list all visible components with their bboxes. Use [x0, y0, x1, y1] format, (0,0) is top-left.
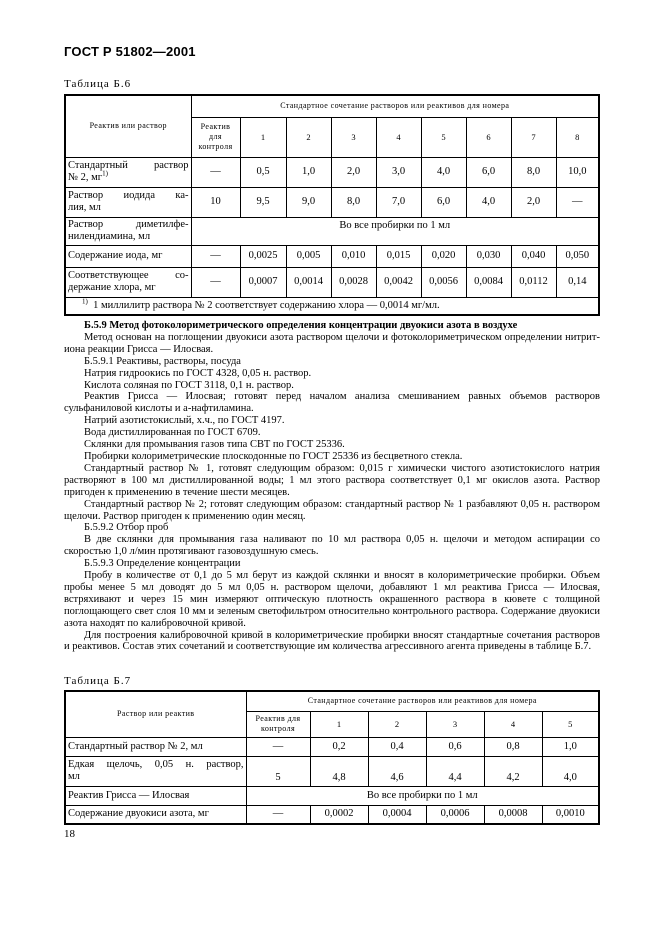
table-row: [65, 805, 599, 824]
subsection-heading: Б.5.9.2 Отбор проб: [84, 522, 169, 534]
row-label: Стандартный раствор № 2, мл: [65, 737, 246, 756]
table-b6-num: 7: [511, 117, 556, 157]
footnote-text: 1 миллилитр раствора № 2 соответствует содержанию хлора — 0,0014 мг/мл.: [93, 299, 440, 311]
paragraph: Для построения калибровочной кривой в колориметрические пробирки вносят стандартные сочетания растворов и реактивов. Состав этих сочетаний и соответствующие им количества агрессивного агента приведены в таблице Б.7.: [64, 629, 600, 653]
value-cell: 3,0: [376, 157, 421, 187]
value-cell: 0,2: [310, 737, 368, 756]
row-label-line: держание хлора, мг: [68, 282, 156, 293]
row-label: [65, 187, 191, 217]
value-cell: 0,0007: [240, 267, 286, 297]
footnote-mark: 1): [82, 297, 88, 306]
paragraph: Натрия гидроокись по ГОСТ 4328, 0,05 н. раствор.: [84, 367, 312, 379]
value-cell: 0,0010: [542, 805, 599, 824]
value-cell: 0,010: [331, 245, 376, 267]
paragraph: Пробу в количестве от 0,1 до 5 мл берут из каждой склянки и вносят в колориметрические пробирки. Объем пробы менее 5 мл доводят до 5 мл 0,05 н. раствором щелочи, добавляют 1 мл реактива Грисса — Илосвая, встряхивают и через 15 мин измеряют оптическую плотность окрашенного раствора в кювете с толщиной поглощающего свет слоя 10 мм и зеленым светофильтром относительно контрольного раствора. Содержание двуокиси азота находят по калибровочной кривой.: [64, 570, 600, 629]
value-cell: 0,0006: [426, 805, 484, 824]
row-label: [65, 157, 191, 187]
row-label-line: лия, мл: [68, 202, 101, 213]
value-cell: 4,0: [421, 157, 466, 187]
table-b6-num: 2: [286, 117, 331, 157]
value-cell: 4,2: [484, 756, 542, 786]
row-label: [65, 267, 191, 297]
section-b-5-9: [64, 320, 600, 653]
table-b7-control-head: Реактив для контроля: [246, 711, 310, 737]
row-label: Содержание двуокиси азота, мг: [65, 805, 246, 824]
value-cell: 8,0: [331, 187, 376, 217]
table-b7-num: 3: [426, 711, 484, 737]
paragraph: Стандартный раствор № 2; готовят следующим образом: стандартный раствор № 1 разбавляют 0,05 н. раствором щелочи. Раствор пригоден к применению один месяц.: [64, 498, 600, 522]
value-cell: 4,6: [368, 756, 426, 786]
table-b6-num: 4: [376, 117, 421, 157]
value-cell: 4,4: [426, 756, 484, 786]
table-b7-caption: Таблица Б.7: [64, 675, 132, 687]
value-cell: 0,0042: [376, 267, 421, 297]
paragraph: Вода дистиллированная по ГОСТ 6709.: [84, 427, 261, 439]
value-cell: 0,8: [484, 737, 542, 756]
value-cell: 10,0: [556, 157, 599, 187]
value-cell: 0,040: [511, 245, 556, 267]
table-row: [65, 756, 599, 786]
table-b6-caption: Таблица Б.6: [64, 78, 132, 90]
row-label-line: Раствор диметилфе-: [68, 219, 189, 230]
value-cell: 9,0: [286, 187, 331, 217]
value-cell: 1,0: [542, 737, 599, 756]
paragraph: Реактив Грисса — Илосвая; готовят перед началом анализа смешиванием равных объемов растворов сульфаниловой кислоты и a-нафтиламина.: [64, 391, 600, 415]
value-cell: 0,030: [466, 245, 511, 267]
row-label: [65, 217, 191, 245]
control-cell: —: [191, 245, 240, 267]
value-cell: 0,0084: [466, 267, 511, 297]
table-b6-num: 3: [331, 117, 376, 157]
table-row: [65, 245, 599, 267]
row-label-line: Едкая щелочь, 0,05 н. раствор,: [68, 759, 244, 770]
value-cell: 0,0002: [310, 805, 368, 824]
paragraph: Метод основан на поглощении двуокиси азота раствором щелочи и фотоколориметрическом определении нитрит-иона реакции Грисса — Илосвая.: [64, 331, 600, 355]
value-cell: 0,0008: [484, 805, 542, 824]
value-cell: 0,005: [286, 245, 331, 267]
subsection-heading: Б.5.9.1 Реактивы, растворы, посуда: [84, 355, 241, 367]
paragraph: Натрий азотистокислый, х.ч., по ГОСТ 4197.: [84, 415, 285, 427]
row-label-line: Стандартный раствор: [68, 160, 189, 171]
paragraph: В две склянки для промывания газа наливают по 10 мл раствора 0,05 н. щелочи и методом аспирации со скоростью 1,0 л/мин протягивают газовоздушную смесь.: [64, 534, 600, 558]
value-cell: 0,0112: [511, 267, 556, 297]
subsection-heading: Б.5.9.3 Определение концентрации: [84, 558, 241, 570]
span-cell: Во все пробирки по 1 мл: [191, 217, 599, 245]
row-label-line: мл: [68, 771, 80, 782]
value-cell: 6,0: [421, 187, 466, 217]
value-cell: —: [556, 187, 599, 217]
table-row: [65, 786, 599, 805]
table-b7-num: 2: [368, 711, 426, 737]
control-cell: —: [246, 737, 310, 756]
table-row: [65, 157, 599, 187]
value-cell: 4,0: [466, 187, 511, 217]
paragraph: Кислота соляная по ГОСТ 3118, 0,1 н. раствор.: [84, 379, 294, 391]
table-b7-group-head: Стандартное сочетание растворов или реактивов для номера: [246, 691, 599, 711]
page-number: 18: [64, 828, 75, 840]
value-cell: 0,0028: [331, 267, 376, 297]
value-cell: 4,0: [542, 756, 599, 786]
row-label-line: № 2, мг: [68, 172, 103, 183]
value-cell: 0,0056: [421, 267, 466, 297]
table-b7-col-head: Раствор или реактив: [65, 691, 246, 737]
table-b6-col-head: Реактив или раствор: [65, 95, 191, 157]
table-b6-num: 1: [240, 117, 286, 157]
value-cell: 0,14: [556, 267, 599, 297]
footnote-ref: 1): [102, 169, 108, 178]
value-cell: 7,0: [376, 187, 421, 217]
value-cell: 1,0: [286, 157, 331, 187]
table-footnote: [65, 297, 599, 315]
value-cell: 0,015: [376, 245, 421, 267]
table-b6-num: 8: [556, 117, 599, 157]
table-row: [65, 737, 599, 756]
table-b7: [64, 690, 600, 825]
span-cell: Во все пробирки по 1 мл: [246, 786, 599, 805]
value-cell: 0,4: [368, 737, 426, 756]
value-cell: 0,020: [421, 245, 466, 267]
paragraph: Склянки для промывания газов типа СВТ по ГОСТ 25336.: [84, 439, 345, 451]
value-cell: 4,8: [310, 756, 368, 786]
table-b6-group-head: Стандартное сочетание растворов или реактивов для номера: [191, 95, 599, 117]
value-cell: 8,0: [511, 157, 556, 187]
paragraph: Пробирки колориметрические плоскодонные по ГОСТ 25336 из бесцветного стекла.: [84, 450, 463, 462]
value-cell: 9,5: [240, 187, 286, 217]
table-b7-num: 5: [542, 711, 599, 737]
table-b6: [64, 94, 600, 316]
row-label-line: Соответствующее со-: [68, 270, 189, 281]
control-cell: —: [191, 267, 240, 297]
value-cell: 0,5: [240, 157, 286, 187]
table-b7-num: 1: [310, 711, 368, 737]
table-row: [65, 217, 599, 245]
control-cell: 5: [246, 756, 310, 786]
row-label-line: нилендиамина, мл: [68, 231, 151, 242]
table-row: [65, 267, 599, 297]
table-b6-num: 5: [421, 117, 466, 157]
row-label: [65, 756, 246, 786]
value-cell: 0,0025: [240, 245, 286, 267]
paragraph: Стандартный раствор № 1, готовят следующим образом: 0,015 г химически чистого азотистокислого натрия растворяют в 100 мл дистиллированной воды; 1 мл этого раствора соответствует 0,1 мг окислов азота. Раствор пригоден к применению в течение шести месяцев.: [64, 462, 600, 498]
table-b6-num: 6: [466, 117, 511, 157]
table-b6-control-head: Реактив для контроля: [191, 117, 240, 157]
table-footnote-row: [65, 297, 599, 315]
table-row: [65, 187, 599, 217]
row-label-line: Раствор иодида ка-: [68, 190, 189, 201]
value-cell: 0,0004: [368, 805, 426, 824]
value-cell: 0,0014: [286, 267, 331, 297]
row-label: Реактив Грисса — Илосвая: [65, 786, 246, 805]
document-header: ГОСТ Р 51802—2001: [64, 44, 196, 59]
value-cell: 2,0: [331, 157, 376, 187]
section-heading: Б.5.9 Метод фотоколориметрического определения концентрации двуокиси азота в воздухе: [84, 320, 518, 331]
value-cell: 6,0: [466, 157, 511, 187]
table-b7-num: 4: [484, 711, 542, 737]
control-cell: —: [191, 157, 240, 187]
value-cell: 0,6: [426, 737, 484, 756]
value-cell: 2,0: [511, 187, 556, 217]
value-cell: 0,050: [556, 245, 599, 267]
row-label: Содержание иода, мг: [65, 245, 191, 267]
control-cell: 10: [191, 187, 240, 217]
control-cell: —: [246, 805, 310, 824]
